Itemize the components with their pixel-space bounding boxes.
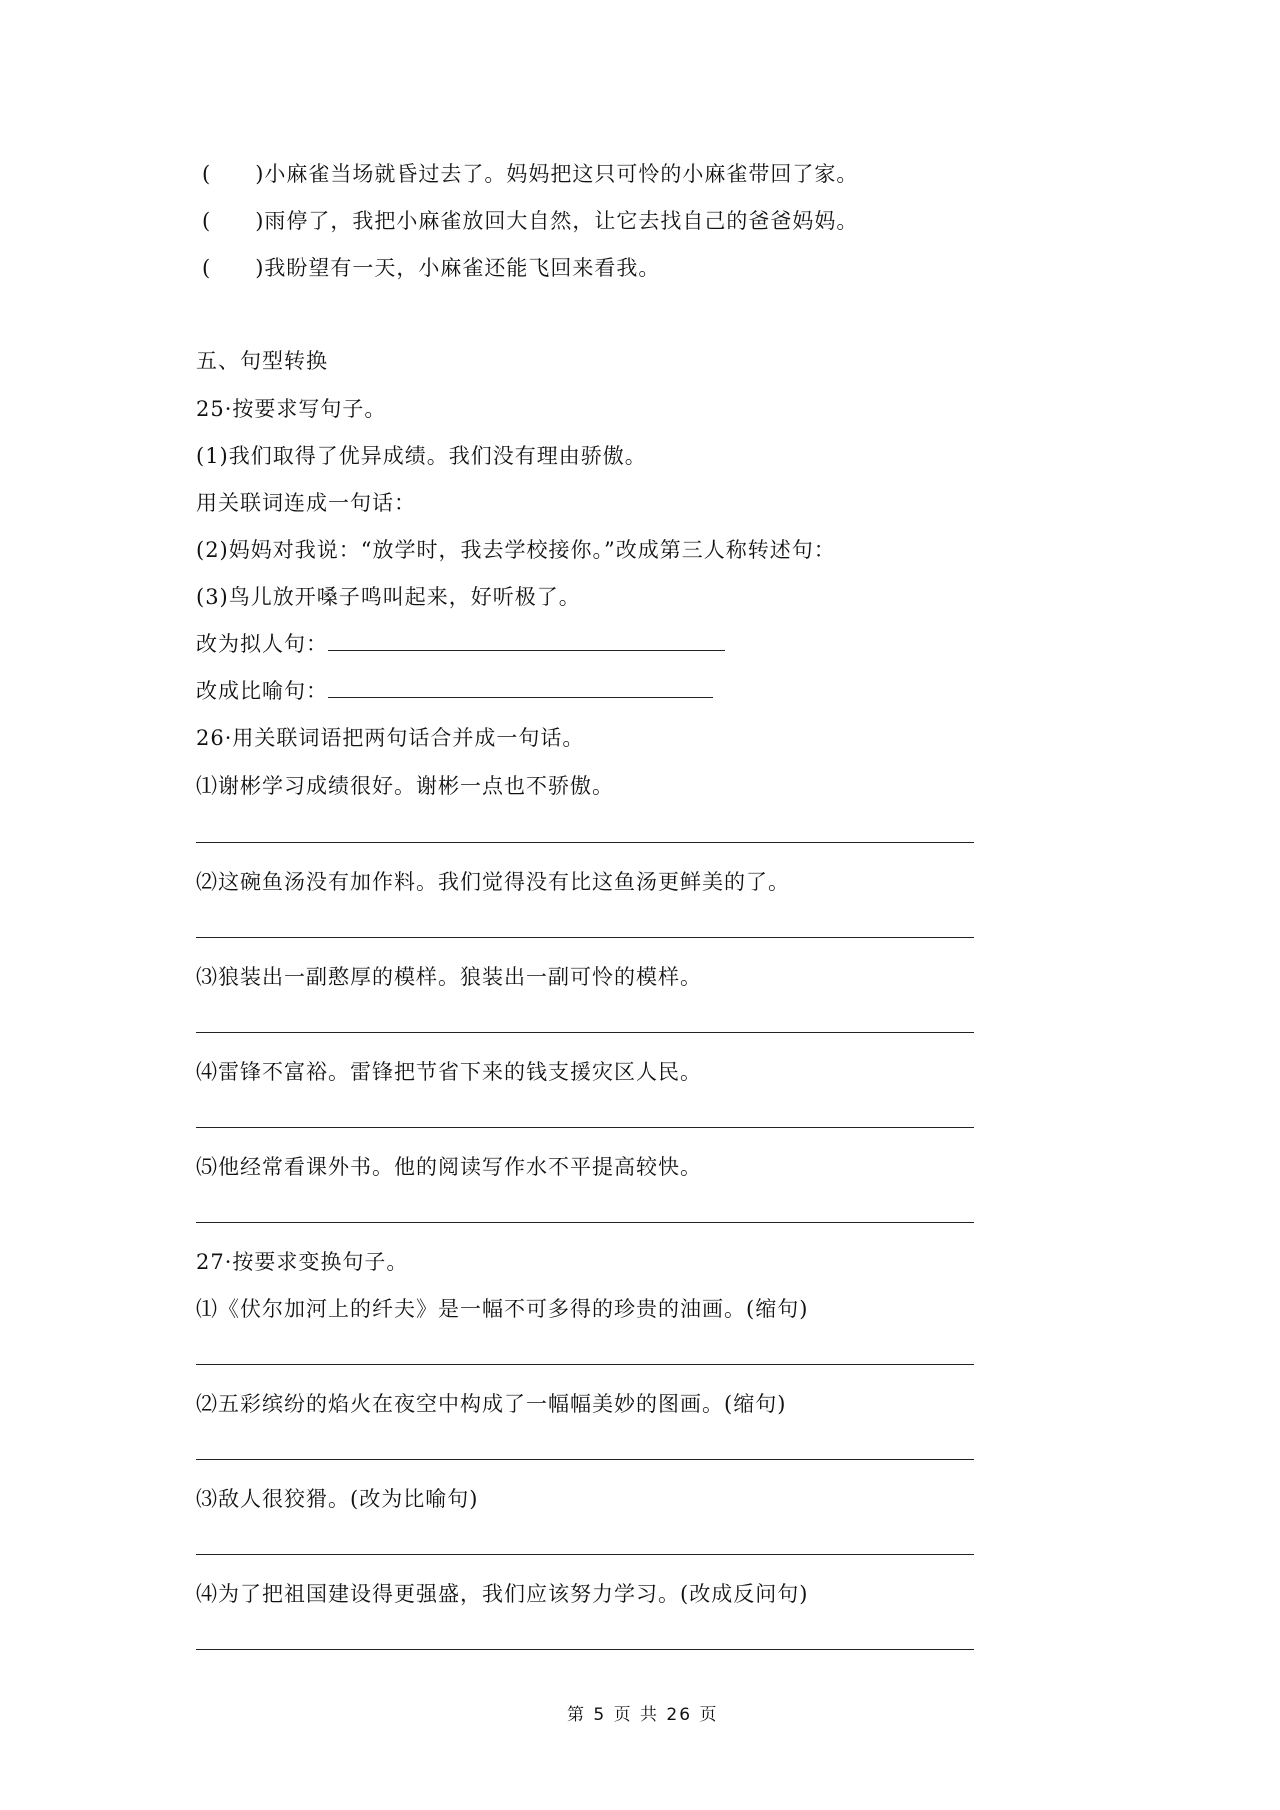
answer-parentheses[interactable]: ( ): [202, 256, 265, 280]
ordering-item-text: 小麻雀当场就昏过去了。妈妈把这只可怜的小麻雀带回了家。: [264, 162, 859, 186]
q27-item: ⑵五彩缤纷的焰火在夜空中构成了一幅幅美妙的图画。(缩句): [196, 1392, 787, 1416]
ordering-item: [202, 158, 858, 188]
q25-sentence-1: (1)我们取得了优异成绩。我们没有理由骄傲。: [196, 444, 647, 468]
answer-blank[interactable]: [328, 630, 725, 651]
q26-item: ⑴谢彬学习成绩很好。谢彬一点也不骄傲。: [196, 774, 614, 798]
ordering-item-text: 我盼望有一天，小麻雀还能飞回来看我。: [264, 256, 661, 280]
q27-item: ⑴《伏尔加河上的纤夫》是一幅不可多得的珍贵的油画。(缩句): [196, 1297, 809, 1321]
answer-line[interactable]: [196, 1649, 974, 1650]
q25-sentence-2: (2)妈妈对我说：“放学时，我去学校接你。”改成第三人称转述句：: [196, 538, 836, 562]
answer-line[interactable]: [196, 1127, 974, 1128]
ordering-item: [202, 205, 858, 235]
answer-line[interactable]: [196, 1032, 974, 1033]
question-26-title: 26·用关联词语把两句话合并成一句话。: [196, 726, 585, 750]
prompt-label: 改成比喻句：: [196, 679, 328, 703]
q26-item: ⑶狼装出一副憨厚的模样。狼装出一副可怜的模样。: [196, 965, 702, 989]
ordering-item: [202, 252, 660, 282]
question-25-title: 25·按要求写句子。: [196, 397, 387, 421]
answer-line[interactable]: [196, 1364, 974, 1365]
page-number-footer: 第 5 页 共 26 页: [567, 1705, 719, 1725]
q25-personification-prompt: [196, 628, 725, 658]
answer-line[interactable]: [196, 1554, 974, 1555]
q26-item: ⑸他经常看课外书。他的阅读写作水不平提高较快。: [196, 1155, 702, 1179]
q27-item: ⑶敌人很狡猾。(改为比喻句): [196, 1487, 479, 1511]
q27-item: ⑷为了把祖国建设得更强盛，我们应该努力学习。(改成反问句): [196, 1582, 809, 1606]
prompt-label: 改为拟人句：: [196, 632, 328, 656]
ordering-item-text: 雨停了，我把小麻雀放回大自然，让它去找自己的爸爸妈妈。: [264, 209, 859, 233]
q25-sentence-3: (3)鸟儿放开嗓子鸣叫起来，好听极了。: [196, 585, 581, 609]
answer-parentheses[interactable]: ( ): [202, 209, 265, 233]
question-27-title: 27·按要求变换句子。: [196, 1250, 409, 1274]
answer-line[interactable]: [196, 1459, 974, 1460]
q25-sentence-1-prompt: 用关联词连成一句话：: [196, 491, 416, 515]
q26-item: ⑷雷锋不富裕。雷锋把节省下来的钱支援灾区人民。: [196, 1060, 702, 1084]
q25-metaphor-prompt: [196, 675, 713, 705]
answer-line[interactable]: [196, 1222, 974, 1223]
answer-blank[interactable]: [328, 677, 713, 698]
answer-parentheses[interactable]: ( ): [202, 162, 265, 186]
section-title: 五、句型转换: [196, 349, 328, 373]
q26-item: ⑵这碗鱼汤没有加作料。我们觉得没有比这鱼汤更鲜美的了。: [196, 870, 790, 894]
answer-line[interactable]: [196, 937, 974, 938]
answer-line[interactable]: [196, 842, 974, 843]
